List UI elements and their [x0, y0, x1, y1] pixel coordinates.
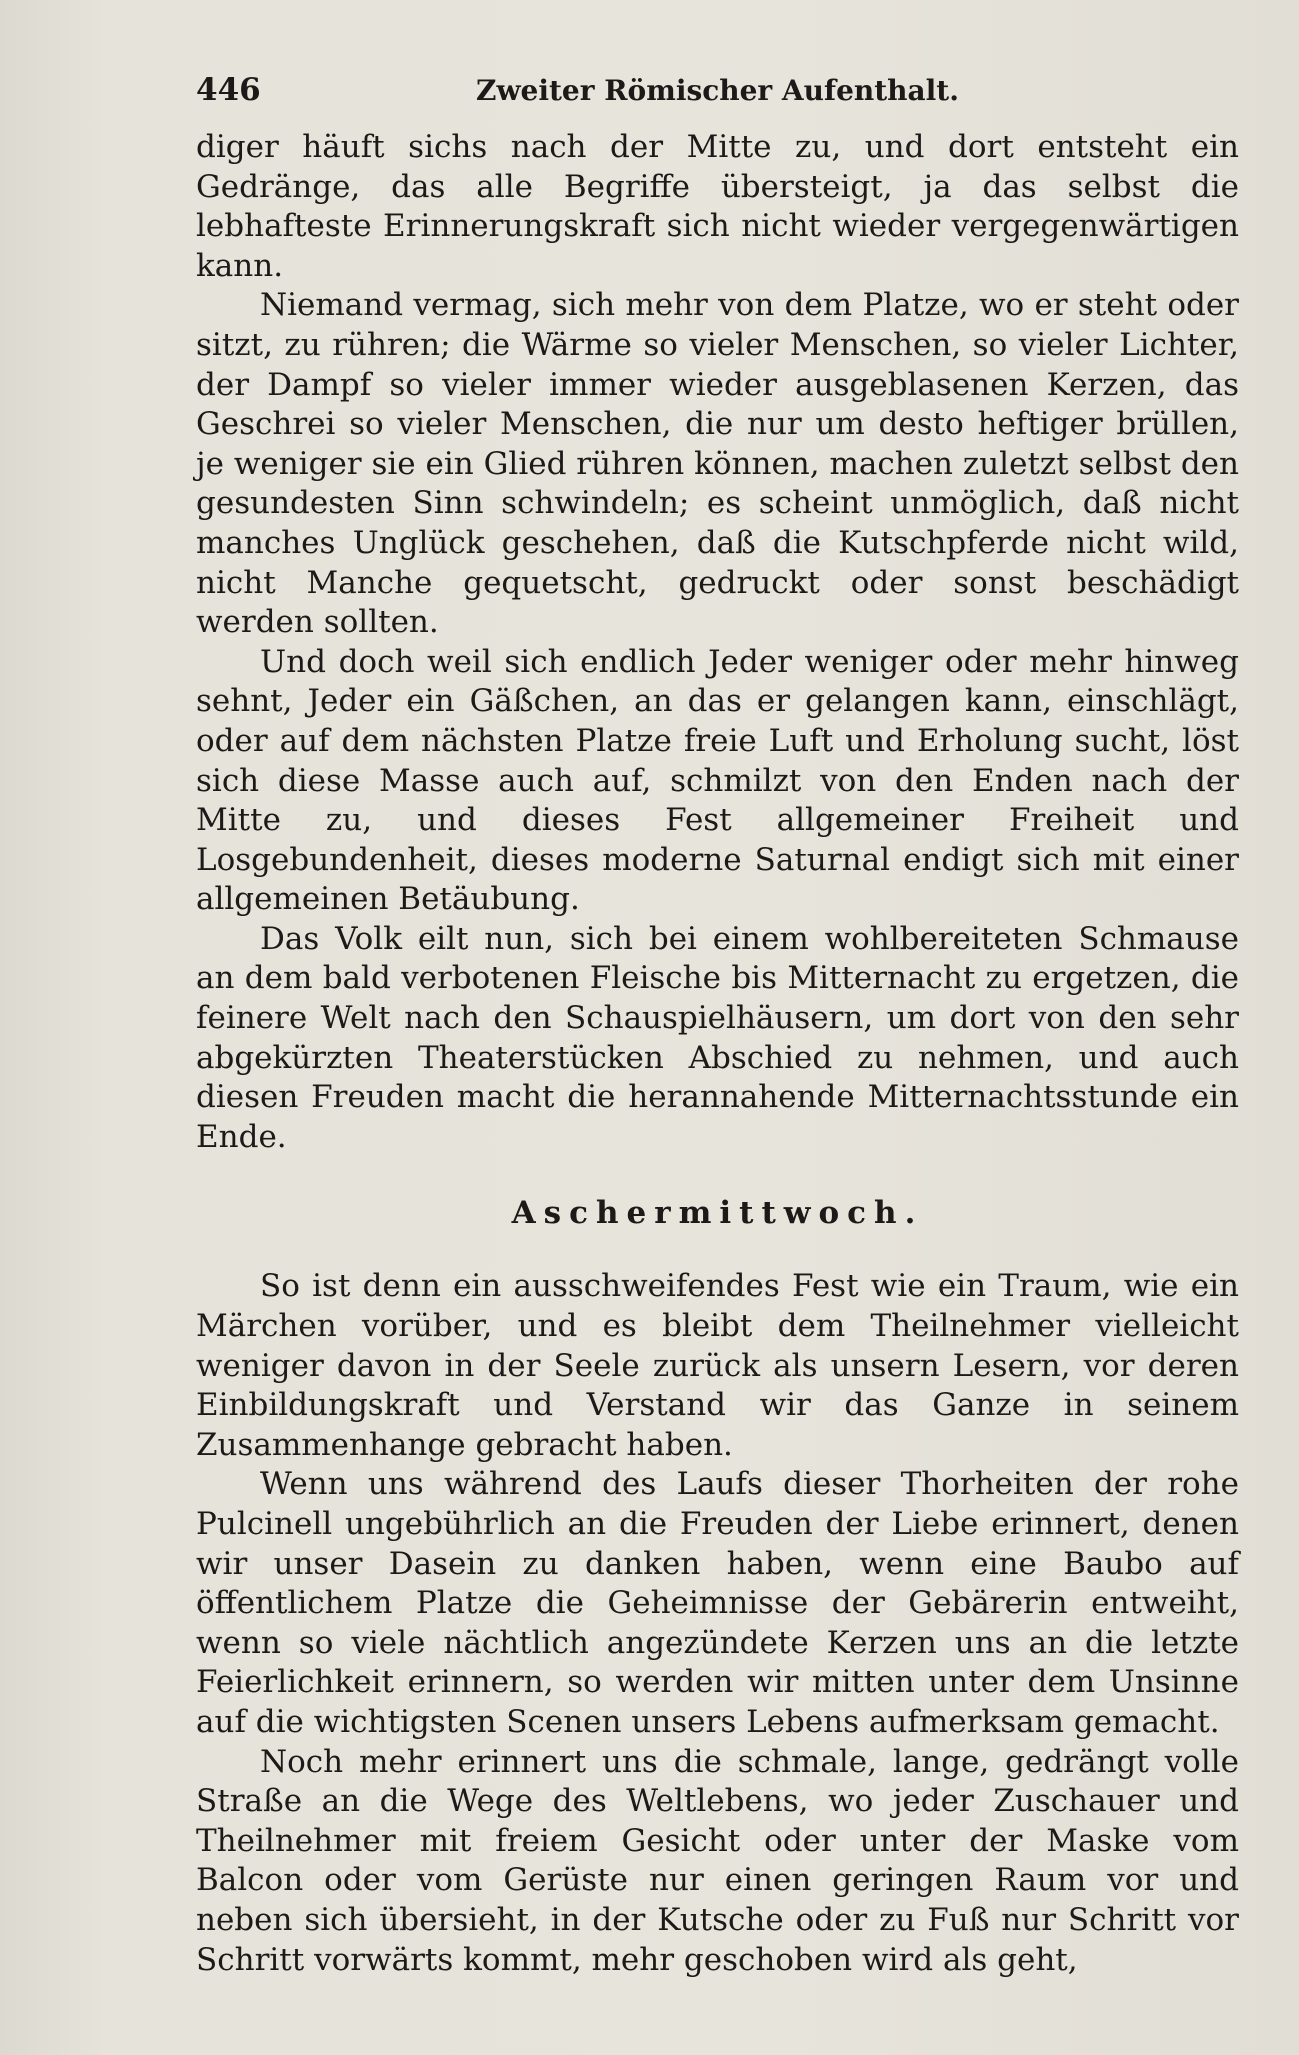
paragraph-continued: diger häuft sichs nach der Mitte zu, und dort entsteht ein Gedränge, das alle Begriffe übersteigt, ja das selbst die lebhafteste Erinnerungskraft sich nicht wieder vergegenwärtigen kann. [196, 129, 1239, 284]
page-header [196, 72, 1239, 112]
paragraph: Wenn uns während des Laufs dieser Thorheiten der rohe Pulcinell ungebührlich an die Freuden der Liebe erinnert, denen wir unser Dasein zu danken haben, wenn eine Baubo auf öffentlichem Platze die Geheimnisse der Gebärerin entweiht, wenn so viele nächtlich angezündete Kerzen uns an die letzte Feierlichkeit erinnern, so werden wir mitten unter dem Unsinne auf die wichtigsten Scenen unsers Lebens aufmerksam gemacht. [196, 1466, 1239, 1740]
page-number: 446 [196, 72, 261, 108]
body-text [196, 128, 1239, 1980]
paragraph: Noch mehr erinnert uns die schmale, lange, gedrängt volle Straße an die Wege des Weltlebens, wo jeder Zuschauer und Theilnehmer mit freiem Gesicht oder unter der Maske vom Balcon oder vom Gerüste nur einen geringen Raum vor und neben sich übersieht, in der Kutsche oder zu Fuß nur Schritt vor Schritt vorwärts kommt, mehr geschoben wird als geht, [196, 1743, 1239, 1978]
section-heading: Aschermittwoch. [511, 1195, 924, 1232]
paragraph: Und doch weil sich endlich Jeder weniger oder mehr hinweg sehnt, Jeder ein Gäßchen, an das er gelangen kann, einschlägt, oder auf dem nächsten Platze freie Luft und Erholung sucht, löst sich diese Masse auch auf, schmilzt von den Enden nach der Mitte zu, und dieses Fest allgemeiner Freiheit und Losgebundenheit, dieses moderne Saturnal endigt sich mit einer allgemeinen Betäubung. [196, 643, 1239, 918]
paragraph: So ist denn ein ausschweifendes Fest wie ein Traum, wie ein Märchen vorüber, und es bleibt dem Theilnehmer vielleicht weniger davon in der Seele zurück als unsern Lesern, vor deren Einbildungskraft und Verstand wir das Ganze in seinem Zusammenhange gebracht haben. [196, 1268, 1239, 1463]
paragraph: Das Volk eilt nun, sich bei einem wohlbereiteten Schmause an dem bald verbotenen Fleische bis Mitternacht zu ergetzen, die feinere Welt nach den Schauspielhäusern, um dort von den sehr abgekürzten Theaterstücken Abschied zu nehmen, und auch diesen Freuden macht die herannahende Mitternachtsstunde ein Ende. [196, 920, 1239, 1155]
paragraph: Niemand vermag, sich mehr von dem Platze, wo er steht oder sitzt, zu rühren; die Wärme so vieler Menschen, so vieler Lichter, der Dampf so vieler immer wieder ausgeblasenen Kerzen, das Geschrei so vieler Menschen, die nur um desto heftiger brüllen, je weniger sie ein Glied rühren können, machen zuletzt selbst den gesundesten Sinn schwindeln; es scheint unmöglich, daß nicht manches Unglück geschehen, daß die Kutschpferde nicht wild, nicht Manche gequetscht, gedruckt oder sonst beschädigt werden sollten. [196, 287, 1239, 641]
running-head: Zweiter Römischer Aufenthalt. [476, 74, 959, 107]
